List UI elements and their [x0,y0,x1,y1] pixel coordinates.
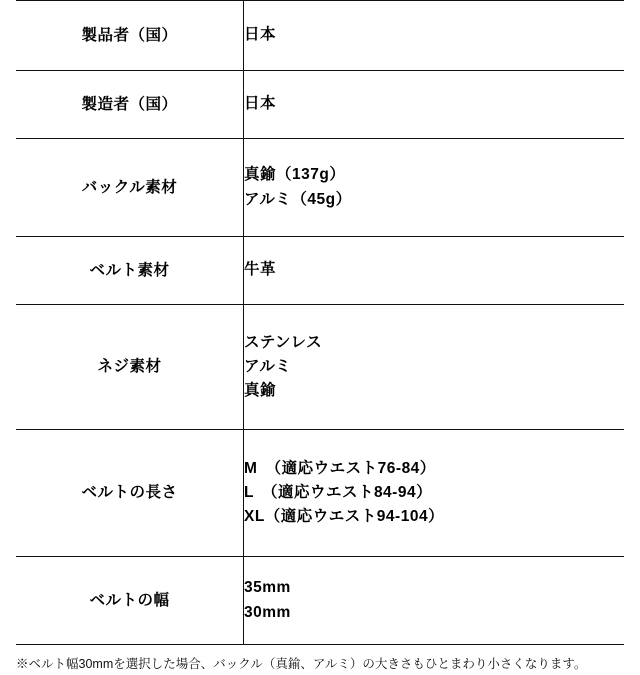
value-line: L （適応ウエスト84-94） [244,483,433,501]
row-value [244,139,625,237]
row-label: 製造者（国） [16,71,244,139]
value-line: 真鍮（137g） [244,166,346,184]
row-label: バックル素材 [16,139,244,237]
table-row [16,237,624,305]
row-label: 製品者（国） [16,1,244,71]
table-row [16,139,624,237]
row-value [244,71,625,139]
footnote: ※ベルト幅30mmを選択した場合、バックル（真鍮、アルミ）の大きさもひとまわり小さくなります。 [16,657,587,671]
table-row [16,71,624,139]
table-row [16,305,624,430]
row-label: ベルトの幅 [16,557,244,645]
value-line: 35mm [244,579,291,597]
value-line: アルミ（45g） [244,190,352,208]
value-line: M （適応ウエスト76-84） [244,459,436,477]
value-line: 牛革 [244,261,277,279]
value-line: 日本 [244,95,277,113]
table-row [16,430,624,557]
row-value [244,430,625,557]
value-line: 30mm [244,603,291,621]
value-line: アルミ [244,357,292,375]
row-label: ベルト素材 [16,237,244,305]
value-line: 真鍮 [244,382,277,399]
row-label: ネジ素材 [16,305,244,430]
row-label: ベルトの長さ [16,430,244,557]
row-value [244,557,625,645]
row-value [244,1,625,71]
table-row [16,1,624,71]
specification-table [16,0,624,645]
row-value [244,237,625,305]
value-line: 日本 [244,26,277,44]
value-line: XL（適応ウエスト94-104） [244,508,445,525]
table-row [16,557,624,645]
value-line: ステンレス [244,333,323,351]
row-value [244,305,625,430]
